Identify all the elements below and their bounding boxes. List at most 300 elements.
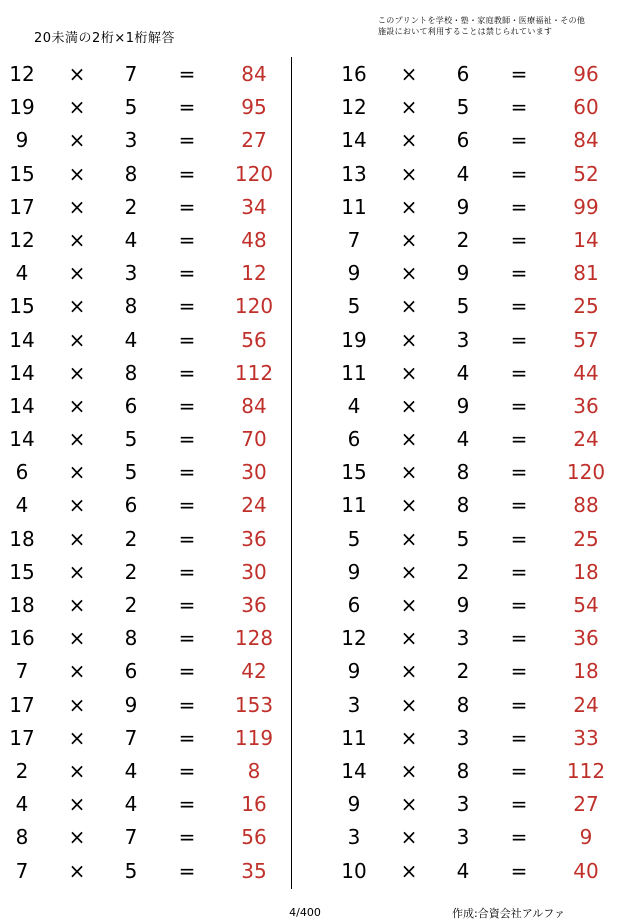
equals-sign: =: [510, 62, 528, 86]
multiplier: 4: [456, 360, 470, 385]
multiplicand: 3: [347, 825, 361, 850]
multiplier: 8: [124, 294, 138, 319]
equals-sign: =: [510, 161, 528, 186]
times-sign: ×: [68, 858, 86, 883]
answer: 27: [573, 792, 599, 817]
answer: 25: [573, 526, 599, 551]
times-sign: ×: [400, 393, 418, 418]
answer: 84: [241, 393, 267, 418]
problem-row: [0, 123, 290, 156]
times-sign: ×: [68, 393, 86, 418]
times-sign: ×: [68, 327, 86, 352]
multiplicand: 7: [347, 227, 361, 252]
equals-sign: =: [178, 261, 196, 286]
answer: 96: [573, 62, 599, 86]
times-sign: ×: [400, 261, 418, 286]
multiplicand: 8: [15, 825, 29, 850]
multiplicand: 9: [347, 659, 361, 684]
multiplicand: 5: [347, 294, 361, 319]
problem-row: [0, 422, 290, 455]
multiplier: 2: [456, 559, 470, 584]
equals-sign: =: [178, 327, 196, 352]
multiplicand: 12: [9, 227, 35, 252]
multiplicand: 19: [341, 327, 367, 352]
answer: 40: [573, 858, 599, 883]
multiplier: 4: [456, 161, 470, 186]
equals-sign: =: [178, 659, 196, 684]
times-sign: ×: [400, 227, 418, 252]
multiplicand: 7: [15, 659, 29, 684]
answer: 14: [573, 227, 599, 252]
equals-sign: =: [510, 659, 528, 684]
multiplicand: 5: [347, 526, 361, 551]
answer: 9: [579, 825, 593, 850]
answer: 120: [566, 460, 606, 485]
equals-sign: =: [178, 194, 196, 219]
problem-row: [332, 389, 622, 422]
multiplicand: 4: [347, 393, 361, 418]
answer: 52: [573, 161, 599, 186]
answer: 44: [573, 360, 599, 385]
answer: 42: [241, 659, 267, 684]
multiplier: 9: [456, 593, 470, 617]
times-sign: ×: [400, 95, 418, 120]
times-sign: ×: [400, 692, 418, 717]
multiplicand: 11: [341, 493, 367, 518]
answer: 112: [566, 758, 606, 783]
times-sign: ×: [68, 62, 86, 86]
equals-sign: =: [178, 792, 196, 817]
times-sign: ×: [68, 161, 86, 186]
multiplier: 4: [124, 758, 138, 783]
equals-sign: =: [510, 858, 528, 883]
answer: 95: [241, 95, 267, 120]
times-sign: ×: [68, 128, 86, 153]
answer: 24: [573, 427, 599, 452]
problem-row: [0, 90, 290, 123]
problem-row: [332, 256, 622, 289]
multiplier: 3: [124, 128, 138, 153]
multiplicand: 6: [347, 593, 361, 617]
times-sign: ×: [400, 460, 418, 485]
problem-row: [0, 588, 290, 621]
answer: 36: [241, 526, 267, 551]
page-number: 4/400: [289, 906, 321, 919]
problem-row: [0, 787, 290, 820]
equals-sign: =: [510, 593, 528, 617]
multiplier: 6: [124, 393, 138, 418]
problem-row: [332, 721, 622, 754]
multiplier: 5: [124, 427, 138, 452]
multiplier: 8: [124, 626, 138, 651]
equals-sign: =: [178, 758, 196, 783]
times-sign: ×: [400, 161, 418, 186]
multiplier: 8: [456, 493, 470, 518]
multiplier: 3: [456, 725, 470, 750]
problem-row: [332, 588, 622, 621]
times-sign: ×: [400, 559, 418, 584]
problem-row: [0, 754, 290, 787]
answer: 18: [573, 559, 599, 584]
equals-sign: =: [510, 128, 528, 153]
equals-sign: =: [510, 792, 528, 817]
multiplier: 4: [124, 792, 138, 817]
equals-sign: =: [510, 692, 528, 717]
equals-sign: =: [510, 526, 528, 551]
problem-row: [332, 190, 622, 223]
problem-row: [0, 555, 290, 588]
times-sign: ×: [400, 360, 418, 385]
multiplier: 4: [456, 427, 470, 452]
equals-sign: =: [510, 393, 528, 418]
multiplier: 6: [124, 493, 138, 518]
usage-notice: [378, 15, 628, 37]
problem-row: [0, 323, 290, 356]
answer: 119: [234, 725, 274, 750]
times-sign: ×: [68, 593, 86, 617]
answer: 54: [573, 593, 599, 617]
equals-sign: =: [510, 559, 528, 584]
multiplier: 2: [456, 227, 470, 252]
times-sign: ×: [68, 360, 86, 385]
answer: 12: [241, 261, 267, 286]
multiplicand: 12: [341, 95, 367, 120]
problem-row: [332, 621, 622, 654]
multiplicand: 3: [347, 692, 361, 717]
answer: 35: [241, 858, 267, 883]
multiplicand: 18: [9, 593, 35, 617]
problem-row: [0, 820, 290, 853]
equals-sign: =: [510, 194, 528, 219]
times-sign: ×: [68, 526, 86, 551]
answer: 36: [241, 593, 267, 617]
equals-sign: =: [510, 460, 528, 485]
problem-row: [0, 688, 290, 721]
multiplicand: 4: [15, 261, 29, 286]
column-divider: [291, 57, 292, 889]
multiplicand: 15: [341, 460, 367, 485]
problem-row: [0, 455, 290, 488]
times-sign: ×: [400, 427, 418, 452]
answer: 25: [573, 294, 599, 319]
problem-row: [332, 455, 622, 488]
answer: 88: [573, 493, 599, 518]
answer: 18: [573, 659, 599, 684]
multiplicand: 9: [15, 128, 29, 153]
equals-sign: =: [178, 460, 196, 485]
answer: 60: [573, 95, 599, 120]
multiplier: 8: [456, 460, 470, 485]
times-sign: ×: [400, 825, 418, 850]
multiplicand: 17: [9, 725, 35, 750]
multiplicand: 16: [341, 62, 367, 86]
answer: 56: [241, 825, 267, 850]
multiplier: 2: [124, 526, 138, 551]
multiplier: 5: [456, 95, 470, 120]
multiplicand: 14: [9, 327, 35, 352]
times-sign: ×: [400, 62, 418, 86]
left-problem-column: [0, 57, 290, 887]
multiplicand: 14: [9, 393, 35, 418]
answer: 34: [241, 194, 267, 219]
equals-sign: =: [178, 493, 196, 518]
equals-sign: =: [178, 161, 196, 186]
answer: 84: [573, 128, 599, 153]
multiplier: 6: [124, 659, 138, 684]
equals-sign: =: [178, 725, 196, 750]
equals-sign: =: [178, 427, 196, 452]
problem-row: [332, 123, 622, 156]
times-sign: ×: [400, 194, 418, 219]
equals-sign: =: [178, 95, 196, 120]
equals-sign: =: [510, 758, 528, 783]
times-sign: ×: [68, 692, 86, 717]
answer: 56: [241, 327, 267, 352]
multiplier: 9: [456, 261, 470, 286]
answer: 153: [234, 692, 274, 717]
multiplier: 9: [124, 692, 138, 717]
multiplier: 9: [456, 194, 470, 219]
equals-sign: =: [510, 294, 528, 319]
equals-sign: =: [510, 327, 528, 352]
equals-sign: =: [178, 393, 196, 418]
problem-row: [0, 57, 290, 90]
equals-sign: =: [510, 725, 528, 750]
equals-sign: =: [510, 626, 528, 651]
multiplier: 4: [124, 327, 138, 352]
problem-row: [0, 289, 290, 322]
multiplicand: 9: [347, 261, 361, 286]
equals-sign: =: [510, 360, 528, 385]
problem-row: [332, 323, 622, 356]
problem-row: [0, 356, 290, 389]
problem-row: [332, 157, 622, 190]
multiplicand: 14: [341, 128, 367, 153]
multiplier: 5: [456, 526, 470, 551]
times-sign: ×: [68, 95, 86, 120]
equals-sign: =: [178, 227, 196, 252]
multiplier: 3: [124, 261, 138, 286]
times-sign: ×: [68, 725, 86, 750]
problem-row: [332, 754, 622, 787]
multiplier: 9: [456, 393, 470, 418]
equals-sign: =: [510, 95, 528, 120]
problem-row: [0, 621, 290, 654]
multiplicand: 10: [341, 858, 367, 883]
problem-row: [332, 356, 622, 389]
multiplicand: 18: [9, 526, 35, 551]
times-sign: ×: [400, 792, 418, 817]
times-sign: ×: [68, 792, 86, 817]
multiplier: 3: [456, 327, 470, 352]
multiplicand: 11: [341, 725, 367, 750]
answer: 57: [573, 327, 599, 352]
times-sign: ×: [400, 526, 418, 551]
answer: 70: [241, 427, 267, 452]
answer: 128: [234, 626, 274, 651]
equals-sign: =: [178, 559, 196, 584]
multiplier: 2: [124, 194, 138, 219]
problem-row: [332, 422, 622, 455]
multiplicand: 15: [9, 161, 35, 186]
problem-row: [0, 256, 290, 289]
page-title: 20未満の2桁×1桁解答: [34, 31, 175, 46]
problem-row: [0, 223, 290, 256]
times-sign: ×: [400, 858, 418, 883]
answer: 30: [241, 559, 267, 584]
multiplier: 6: [456, 62, 470, 86]
answer: 8: [247, 758, 261, 783]
problem-row: [332, 223, 622, 256]
multiplicand: 12: [341, 626, 367, 651]
multiplier: 5: [124, 858, 138, 883]
answer: 36: [573, 393, 599, 418]
problem-row: [0, 488, 290, 521]
equals-sign: =: [178, 626, 196, 651]
times-sign: ×: [68, 427, 86, 452]
equals-sign: =: [178, 360, 196, 385]
equals-sign: =: [178, 825, 196, 850]
multiplicand: 7: [15, 858, 29, 883]
equals-sign: =: [178, 593, 196, 617]
problem-row: [332, 555, 622, 588]
equals-sign: =: [510, 427, 528, 452]
answer: 48: [241, 227, 267, 252]
answer: 30: [241, 460, 267, 485]
multiplier: 7: [124, 825, 138, 850]
times-sign: ×: [68, 659, 86, 684]
answer: 99: [573, 194, 599, 219]
problem-row: [332, 820, 622, 853]
equals-sign: =: [178, 526, 196, 551]
answer: 120: [234, 161, 274, 186]
times-sign: ×: [68, 194, 86, 219]
times-sign: ×: [400, 593, 418, 617]
problem-row: [0, 190, 290, 223]
usage-notice-line: 施設において利用することは禁じられています: [378, 27, 553, 36]
times-sign: ×: [68, 559, 86, 584]
equals-sign: =: [178, 128, 196, 153]
multiplicand: 6: [347, 427, 361, 452]
times-sign: ×: [400, 659, 418, 684]
multiplier: 8: [456, 758, 470, 783]
multiplier: 3: [456, 626, 470, 651]
times-sign: ×: [68, 758, 86, 783]
multiplicand: 15: [9, 294, 35, 319]
multiplicand: 19: [9, 95, 35, 120]
multiplicand: 11: [341, 194, 367, 219]
multiplier: 3: [456, 825, 470, 850]
times-sign: ×: [68, 261, 86, 286]
answer: 112: [234, 360, 274, 385]
multiplier: 6: [456, 128, 470, 153]
multiplicand: 15: [9, 559, 35, 584]
multiplicand: 14: [9, 360, 35, 385]
answer: 24: [573, 692, 599, 717]
answer: 84: [241, 62, 267, 86]
multiplier: 8: [124, 161, 138, 186]
multiplicand: 12: [9, 62, 35, 86]
problem-row: [0, 721, 290, 754]
problem-row: [0, 854, 290, 887]
answer: 24: [241, 493, 267, 518]
times-sign: ×: [68, 626, 86, 651]
answer: 27: [241, 128, 267, 153]
multiplicand: 6: [15, 460, 29, 485]
equals-sign: =: [178, 858, 196, 883]
problem-row: [0, 654, 290, 687]
times-sign: ×: [400, 493, 418, 518]
equals-sign: =: [178, 294, 196, 319]
answer: 16: [241, 792, 267, 817]
times-sign: ×: [400, 725, 418, 750]
equals-sign: =: [510, 493, 528, 518]
multiplicand: 14: [9, 427, 35, 452]
times-sign: ×: [400, 327, 418, 352]
problem-row: [332, 654, 622, 687]
multiplier: 3: [456, 792, 470, 817]
times-sign: ×: [68, 460, 86, 485]
multiplier: 5: [124, 460, 138, 485]
multiplicand: 4: [15, 493, 29, 518]
equals-sign: =: [510, 227, 528, 252]
multiplier: 8: [124, 360, 138, 385]
multiplicand: 16: [9, 626, 35, 651]
right-problem-column: [332, 57, 622, 887]
multiplicand: 4: [15, 792, 29, 817]
answer: 81: [573, 261, 599, 286]
times-sign: ×: [400, 626, 418, 651]
multiplicand: 17: [9, 194, 35, 219]
multiplier: 8: [456, 692, 470, 717]
answer: 120: [234, 294, 274, 319]
problem-row: [332, 488, 622, 521]
times-sign: ×: [400, 758, 418, 783]
problem-row: [332, 854, 622, 887]
answer: 36: [573, 626, 599, 651]
problem-row: [332, 688, 622, 721]
problem-row: [332, 522, 622, 555]
times-sign: ×: [68, 825, 86, 850]
times-sign: ×: [68, 227, 86, 252]
equals-sign: =: [178, 692, 196, 717]
multiplier: 2: [124, 593, 138, 617]
times-sign: ×: [400, 294, 418, 319]
problem-row: [0, 389, 290, 422]
problem-row: [332, 787, 622, 820]
multiplicand: 17: [9, 692, 35, 717]
answer: 33: [573, 725, 599, 750]
usage-notice-line: このプリントを学校・塾・家庭教師・医療福祉・その他: [378, 16, 586, 25]
times-sign: ×: [68, 294, 86, 319]
multiplier: 7: [124, 725, 138, 750]
multiplier: 4: [124, 227, 138, 252]
multiplicand: 2: [15, 758, 29, 783]
equals-sign: =: [510, 261, 528, 286]
multiplier: 4: [456, 858, 470, 883]
multiplier: 7: [124, 62, 138, 86]
problem-row: [0, 522, 290, 555]
multiplier: 2: [124, 559, 138, 584]
problem-row: [332, 289, 622, 322]
multiplicand: 13: [341, 161, 367, 186]
multiplicand: 9: [347, 792, 361, 817]
multiplicand: 9: [347, 559, 361, 584]
problem-row: [0, 157, 290, 190]
problem-row: [332, 90, 622, 123]
equals-sign: =: [510, 825, 528, 850]
multiplier: 5: [456, 294, 470, 319]
